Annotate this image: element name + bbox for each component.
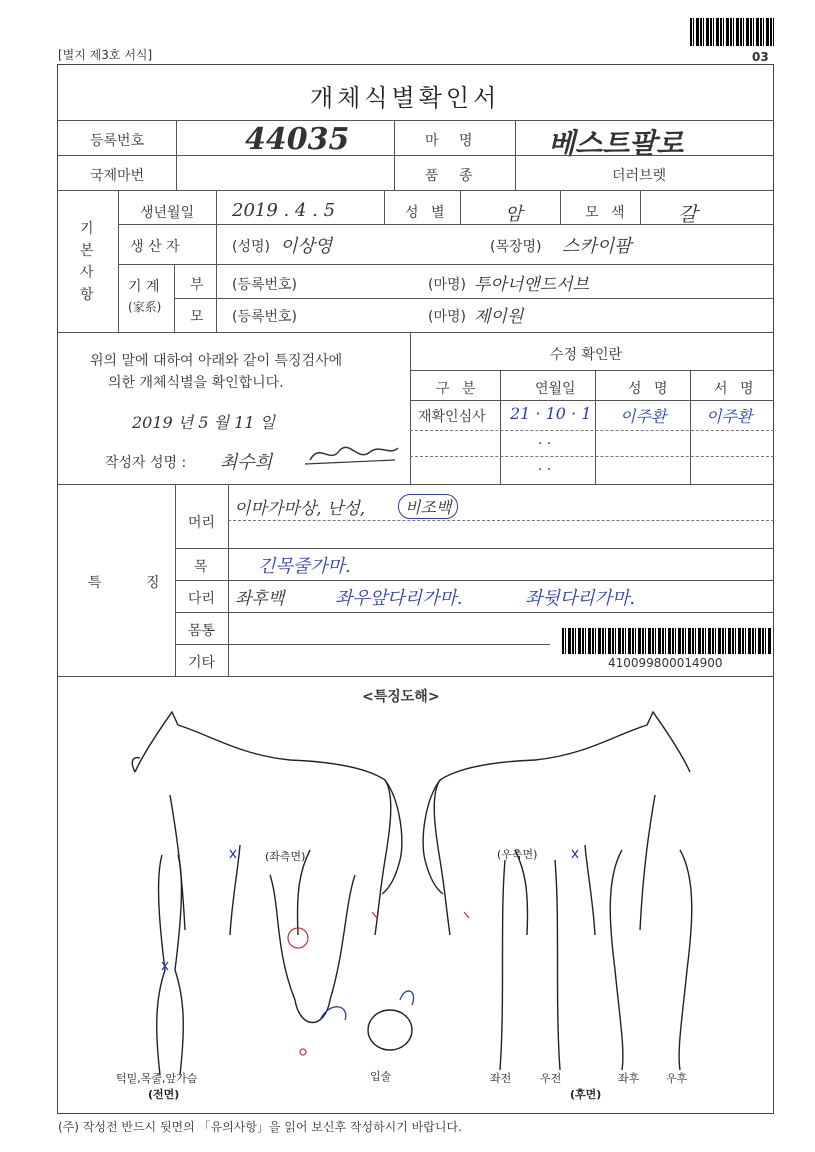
breed-label: 품 종 bbox=[425, 168, 481, 184]
confirm-date: 2019 년 5 월 11 일 bbox=[132, 413, 276, 432]
left-side-label: (좌측면) bbox=[265, 850, 306, 863]
front-caption2: (전면) bbox=[148, 1088, 180, 1101]
author-name: 최수희 bbox=[220, 452, 273, 473]
page-number: 03 bbox=[752, 50, 769, 64]
rear-caption: (후면) bbox=[570, 1088, 602, 1101]
rev-row1-name: 이주환 bbox=[620, 407, 667, 426]
sex-value: 암 bbox=[505, 204, 523, 225]
rev-col-sign: 서 명 bbox=[714, 381, 758, 397]
head-value-a: 이마가마상, 난성, bbox=[234, 499, 366, 519]
lineage-label: 기 계 bbox=[128, 279, 160, 295]
sire-label: 부 bbox=[190, 277, 204, 293]
dob-value: 2019 . 4 . 5 bbox=[232, 200, 336, 221]
rev-row2-date: · · bbox=[538, 436, 552, 452]
top-barcode bbox=[690, 18, 774, 46]
form-label: [별지 제3호 서식] bbox=[58, 48, 153, 62]
basic-section-label: 기본사항 bbox=[80, 221, 94, 303]
breed-value: 더러브렛 bbox=[612, 168, 667, 184]
front-caption1: 턱밑,목줄,앞가슴 bbox=[116, 1072, 198, 1085]
statement-line2: 의한 개체식별을 확인합니다. bbox=[108, 375, 284, 391]
head-value-b: 비조백 bbox=[398, 494, 458, 519]
rev-col-type: 구 분 bbox=[436, 381, 480, 397]
horse-diagram bbox=[60, 700, 772, 1110]
rev-row1-sign: 이주환 bbox=[706, 407, 753, 426]
revision-title: 수정 확인란 bbox=[550, 347, 623, 363]
other-label: 기타 bbox=[188, 655, 216, 671]
sex-label: 성 별 bbox=[405, 205, 449, 221]
farm-value: 스카이팜 bbox=[562, 236, 632, 257]
form-title: 개체식별확인서 bbox=[310, 84, 501, 112]
footer-note: (주) 작성전 반드시 뒷면의 「유의사항」을 읽어 보신후 작성하시기 바랍니다. bbox=[58, 1120, 462, 1134]
rev-col-date: 연월일 bbox=[535, 381, 576, 397]
neck-value: 긴목줄가마. bbox=[258, 556, 351, 577]
dob-label: 생년월일 bbox=[140, 205, 195, 221]
head-label: 머리 bbox=[188, 515, 216, 531]
dam-reg-label: (등록번호) bbox=[232, 309, 298, 325]
rev-row3-date: · · bbox=[538, 462, 552, 478]
rev-row1-type: 재확인심사 bbox=[418, 409, 486, 425]
legs-value-b: 좌우앞다리가마. bbox=[335, 588, 463, 609]
front-legs-right: 우전 bbox=[540, 1072, 562, 1085]
hind-right: 우후 bbox=[666, 1072, 688, 1085]
intl-no-label: 국제마번 bbox=[90, 168, 145, 184]
body-label: 몸통 bbox=[188, 623, 216, 639]
breeder-label: 생 산 자 bbox=[130, 239, 180, 255]
rev-row1-date: 21 · 10 · 1 bbox=[510, 404, 592, 423]
reg-no-value: 44035 bbox=[245, 122, 350, 157]
barcode-number: 410099800014900 bbox=[608, 656, 723, 670]
front-legs-left: 좌전 bbox=[490, 1072, 512, 1085]
legs-value-c: 좌뒷다리가마. bbox=[525, 588, 636, 609]
dam-label: 모 bbox=[190, 309, 204, 325]
legs-label: 다리 bbox=[188, 591, 216, 607]
legs-value-a: 좌후백 bbox=[235, 589, 285, 609]
rev-col-name: 성 명 bbox=[628, 381, 672, 397]
author-signature bbox=[300, 440, 400, 470]
dam-name-label: (마명) bbox=[428, 309, 466, 325]
sire-reg-label: (등록번호) bbox=[232, 277, 298, 293]
hind-left: 좌후 bbox=[618, 1072, 640, 1085]
statement-line1: 위의 말에 대하여 아래와 같이 특징검사에 bbox=[90, 353, 343, 369]
name-value: 베스트팔로 bbox=[548, 127, 684, 160]
diagram-title: <특징도해> bbox=[362, 689, 440, 705]
neck-label: 목 bbox=[194, 559, 208, 575]
sire-name-value: 투아너앤드서브 bbox=[474, 275, 589, 295]
color-value: 갈 bbox=[678, 202, 698, 226]
farm-label: (목장명) bbox=[490, 239, 542, 255]
author-label: 작성자 성명 : bbox=[105, 455, 187, 471]
name-label: 마 명 bbox=[425, 133, 481, 149]
dam-name-value: 제이원 bbox=[474, 307, 524, 327]
color-label: 모 색 bbox=[585, 205, 629, 221]
sire-name-label: (마명) bbox=[428, 277, 466, 293]
middle-barcode bbox=[562, 628, 772, 654]
lineage-sub: (家系) bbox=[128, 300, 162, 314]
reg-no-label: 등록번호 bbox=[90, 133, 145, 149]
lips-caption: 입술 bbox=[370, 1070, 392, 1083]
breeder-name-label: (성명) bbox=[232, 239, 270, 255]
breeder-name-value: 이상영 bbox=[280, 236, 333, 257]
right-side-label: (우측면) bbox=[497, 848, 538, 861]
features-section-label: 특 징 bbox=[88, 575, 180, 591]
